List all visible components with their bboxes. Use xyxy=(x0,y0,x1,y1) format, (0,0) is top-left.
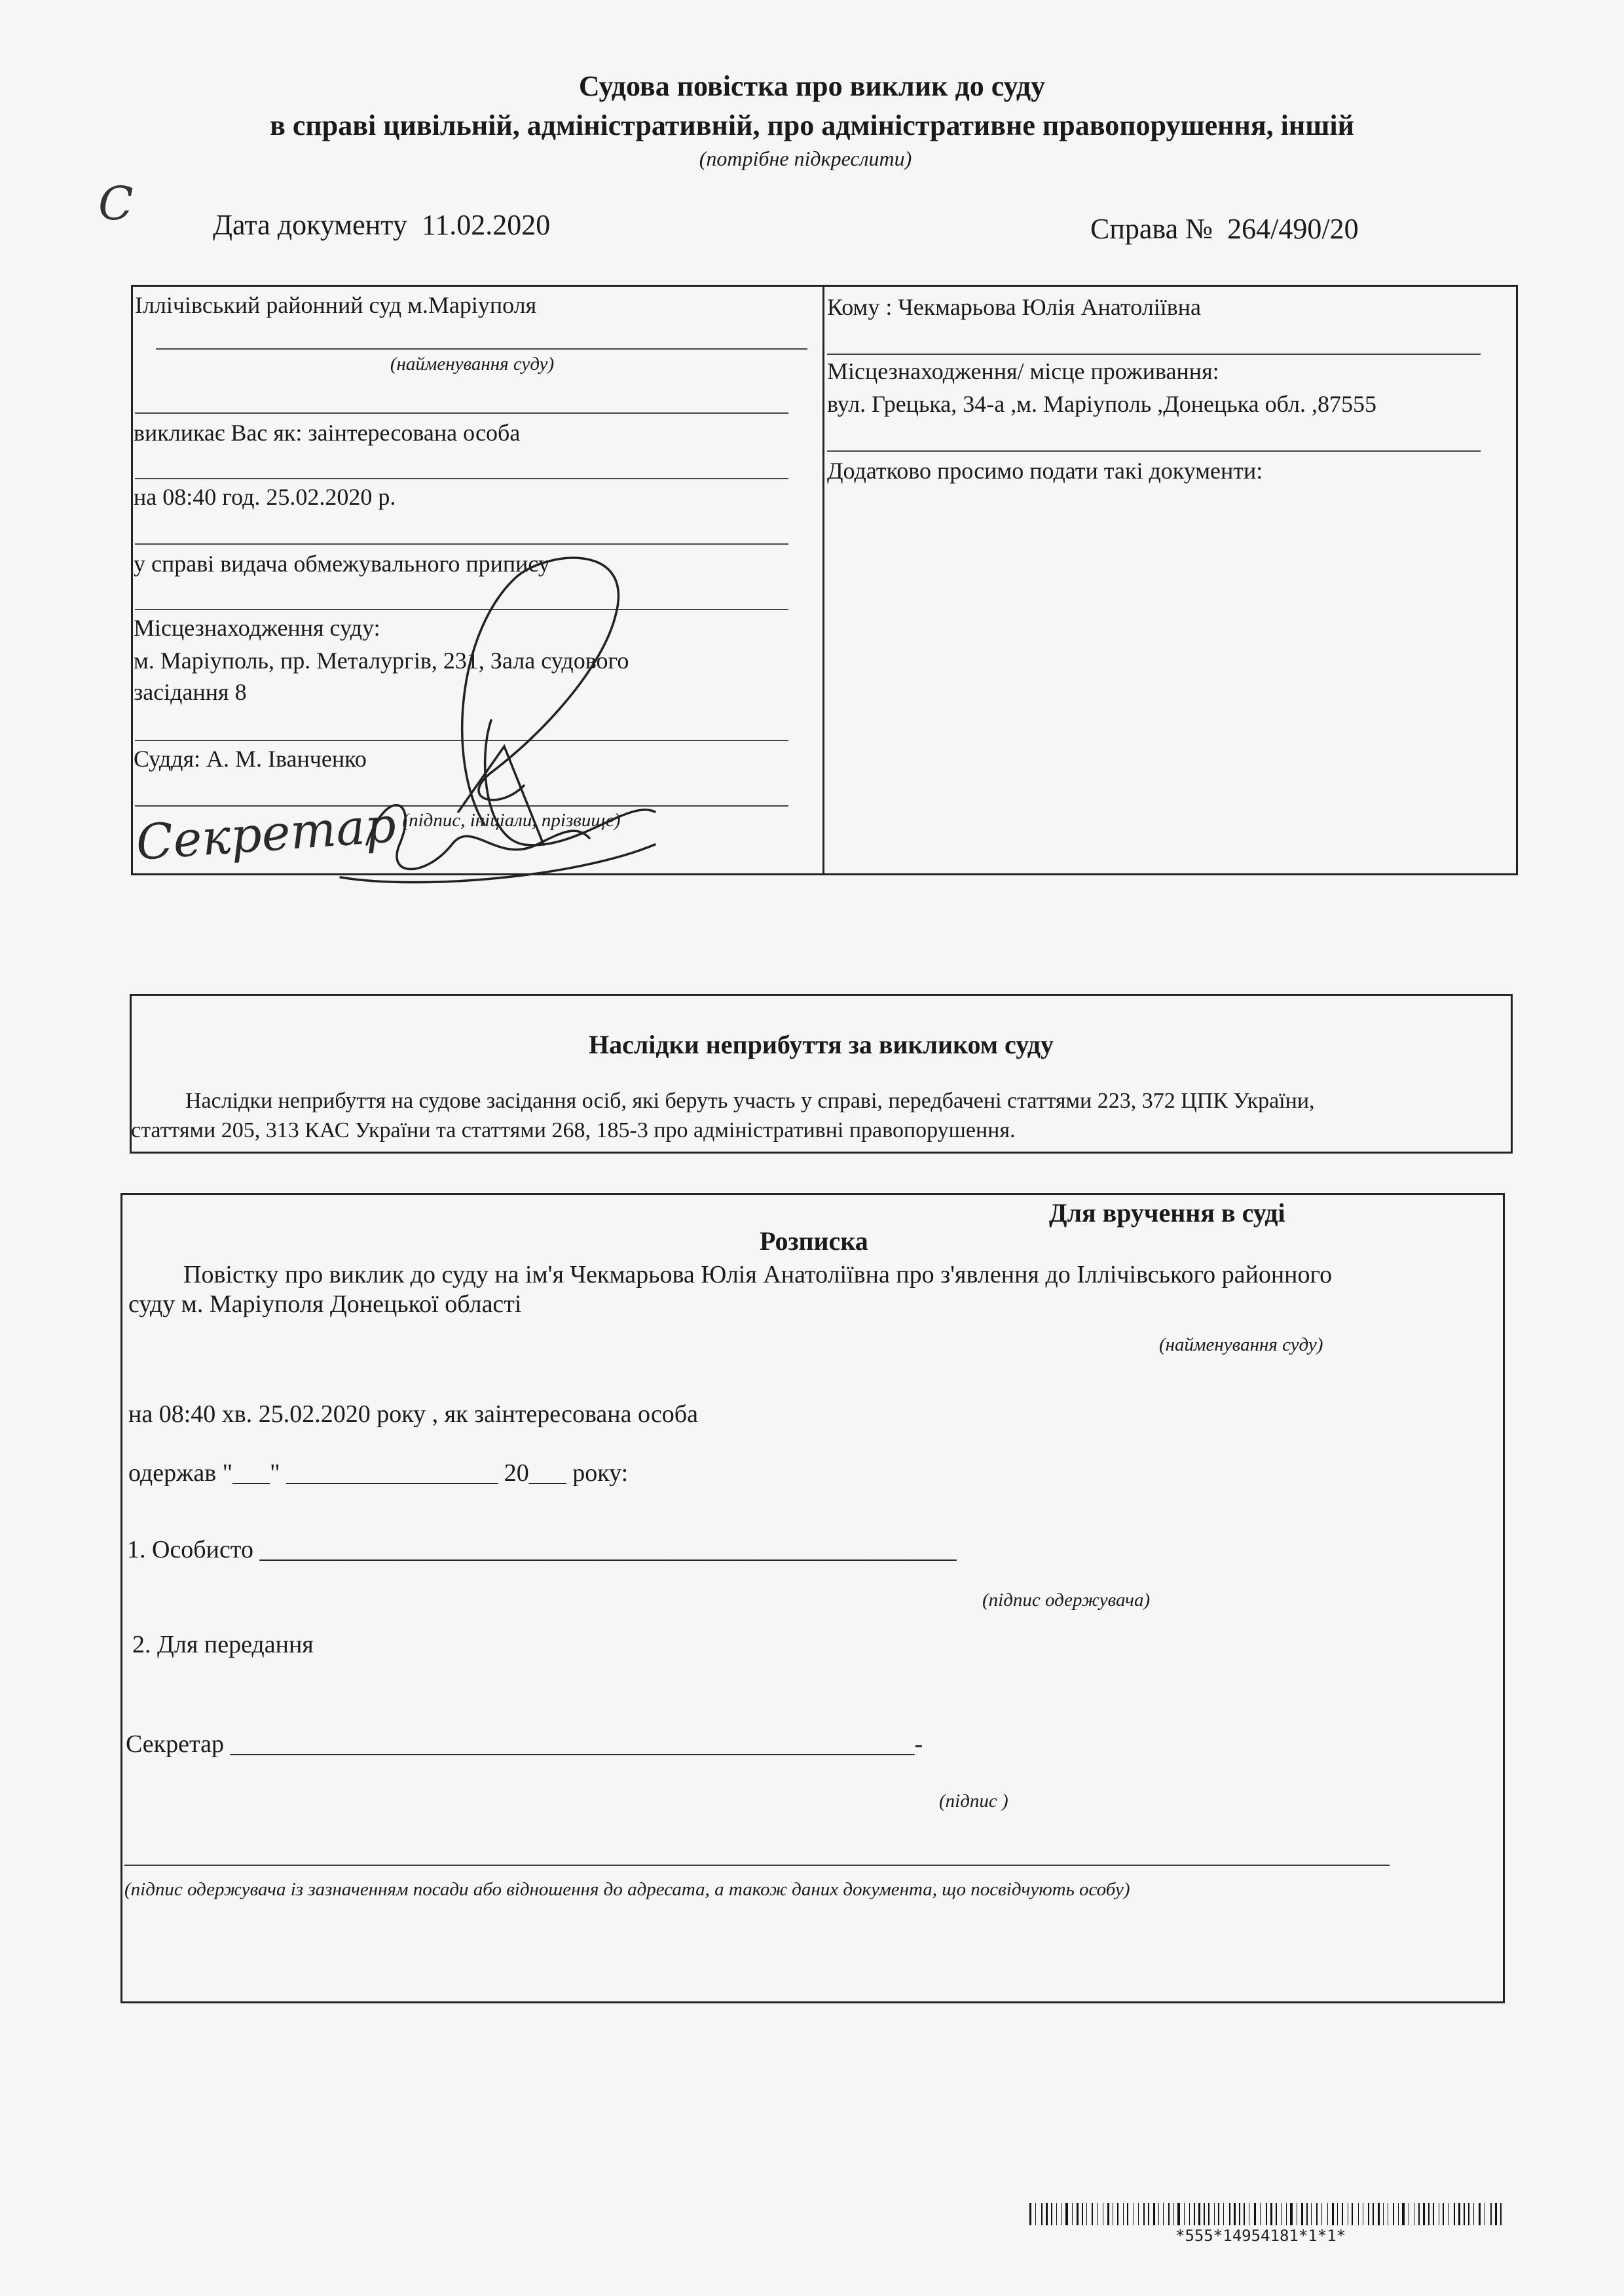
secretary-signature-line: Секретар _______________________________________________________- xyxy=(126,1730,923,1758)
corner-mark: С xyxy=(98,177,134,230)
summons-as: викликає Вас як: заінтересована особа xyxy=(134,420,521,446)
date-label: Дата документу xyxy=(213,209,407,241)
additional-documents: Додатково просимо подати такі документи: xyxy=(827,458,1263,484)
document-title-line2: в справі цивільній, адміністративній, про адміністративне правопорушення, іншій xyxy=(270,109,1354,141)
judge-name: Суддя: А. М. Іванченко xyxy=(134,746,367,772)
hearing-time: на 08:40 год. 25.02.2020 р. xyxy=(134,484,396,510)
right-separator-1 xyxy=(827,354,1481,355)
recipient-signature-caption: (підпис одержувача) xyxy=(982,1590,1151,1611)
secretary-handwritten-label: Секретар xyxy=(134,797,398,871)
barcode-icon xyxy=(1029,2203,1507,2227)
document-date xyxy=(213,208,550,242)
date-value: 11.02.2020 xyxy=(421,209,551,241)
receipt-court-caption: (найменування суду) xyxy=(1159,1334,1323,1355)
signature-caption: (підпис, ініціали, прізвище) xyxy=(402,810,621,831)
case-subject: у справі видача обмежувального припису xyxy=(134,551,550,577)
case-label: Справа № xyxy=(1090,213,1213,245)
secretary-signature-caption: (підпис ) xyxy=(939,1791,1008,1812)
court-location-label: Місцезнаходження суду: xyxy=(134,615,380,641)
case-number xyxy=(1090,212,1359,246)
received-date-line: одержав "___" _________________ 20___ року: xyxy=(128,1459,629,1487)
residence-value: вул. Грецька, 34-а ,м. Маріуполь ,Донецька обл. ,87555 xyxy=(827,391,1376,417)
right-separator-2 xyxy=(827,450,1481,452)
court-name-underline xyxy=(156,348,807,350)
receipt-title: Розписка xyxy=(760,1226,868,1256)
recipient-details-caption: (підпис одержувача із зазначенням посади або відношення до адресата, а також даних документа, що посвідчують особу) xyxy=(124,1879,1130,1900)
personally-line: 1. Особисто ________________________________________________________ xyxy=(127,1536,957,1563)
receipt-text-line1: Повістку про виклик до суду на ім'я Чекмарьова Юлія Анатоліївна про з'явлення до Іллічівського районного xyxy=(183,1261,1333,1288)
underline-note: (потрібне підкреслити) xyxy=(699,147,912,170)
case-value: 264/490/20 xyxy=(1227,213,1359,245)
for-court-label: Для вручення в суді xyxy=(1049,1198,1285,1228)
barcode-text: *555*14954181*1*1* xyxy=(1175,2227,1346,2245)
for-transfer-label: 2. Для передання xyxy=(132,1631,314,1658)
court-name: Іллічівський районний суд м.Маріуполя xyxy=(135,292,537,318)
recipient-name: Кому : Чекмарьова Юлія Анатоліївна xyxy=(827,294,1201,320)
document-title-line1: Судова повістка про виклик до суду xyxy=(578,70,1046,102)
consequences-text-line2: статтями 205, 313 КАС України та статтями 268, 185-3 про адміністративні правопорушення. xyxy=(131,1118,1016,1142)
court-name-caption: (найменування суду) xyxy=(390,354,555,374)
column-divider xyxy=(822,286,824,874)
receipt-time-line: на 08:40 хв. 25.02.2020 року , як заінтересована особа xyxy=(128,1400,699,1428)
consequences-title: Наслідки неприбуття за викликом суду xyxy=(589,1030,1054,1059)
court-location-line1: м. Маріуполь, пр. Металургів, 231, Зала судового xyxy=(134,647,629,674)
judge-signature-icon xyxy=(327,537,668,903)
consequences-text-line1: Наслідки неприбуття на судове засідання осіб, які беруть участь у справі, передбачені статтями 223, 372 ЦПК України, xyxy=(185,1089,1315,1113)
separator-2 xyxy=(135,478,788,479)
residence-label: Місцезнаходження/ місце проживання: xyxy=(827,358,1219,384)
separator-1 xyxy=(135,412,788,414)
court-location-line2: засідання 8 xyxy=(134,679,247,705)
recipient-details-underline xyxy=(124,1865,1390,1866)
receipt-text-line2: суду м. Маріуполя Донецької області xyxy=(128,1290,522,1318)
